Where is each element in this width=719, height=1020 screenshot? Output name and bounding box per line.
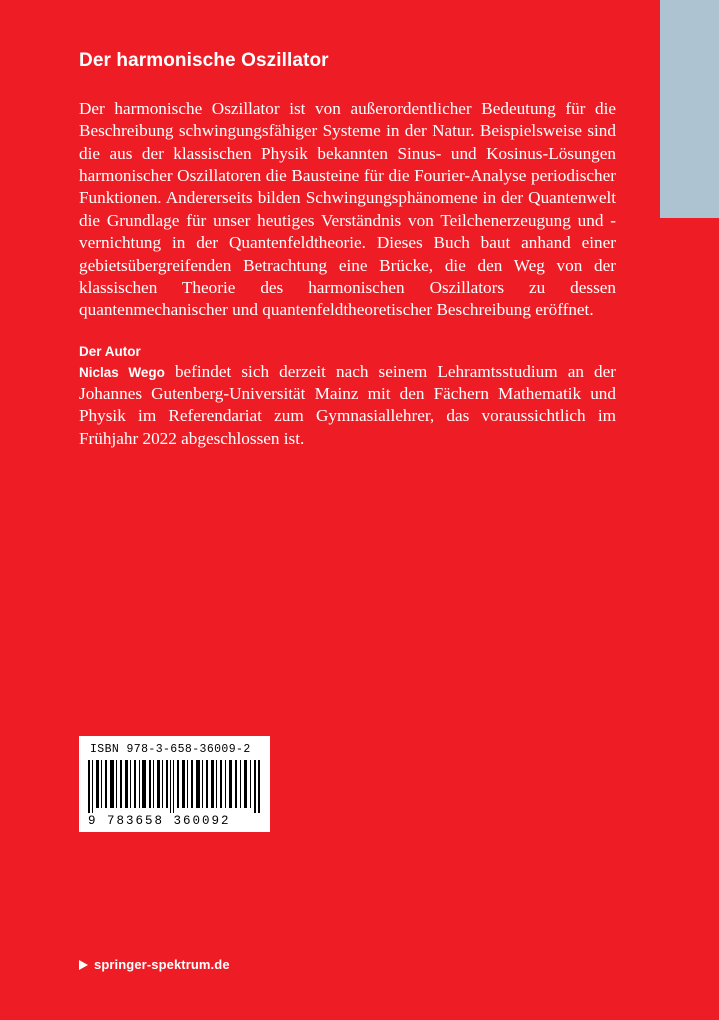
- author-bio-text: befindet sich derzeit nach seinem Lehramtsstudium an der Johannes Gutenberg-Universität Mainz mit den Fächern Mathematik und Physik im Referendariat zum Gymnasiallehrer, das voraussichtlich im Frühjahr 2022 abgeschlossen ist.: [79, 361, 616, 448]
- isbn-label: ISBN 978-3-658-36009-2: [90, 743, 251, 756]
- author-heading: Der Autor: [79, 343, 141, 359]
- cover-corner-block: [660, 0, 719, 218]
- author-bio: [79, 361, 616, 450]
- book-blurb: Der harmonische Oszillator ist von außerordentlicher Bedeutung für die Beschreibung schwingungsfähiger Systeme in der Natur. Beispielsweise sind die aus der klassischen Physik bekannten Sinus- und Kosinus-Lösungen harmonischer Oszillatoren die Bausteine für die Fourier-Analyse periodischer Funktionen. Andererseits bilden Schwingungsphänomene in der Quantenwelt die Grundlage für unser heutiges Verständnis von Teilchenerzeugung und -vernichtung in der Quantenfeldtheorie. Dieses Buch baut anhand einer gebietsübergreifenden Betrachtung eine Brücke, die den Weg von der klassischen Theorie des harmonischen Oszillators zu dessen quantenmechanischer und quantenfeldtheoretischer Beschreibung eröffnet.: [79, 99, 616, 320]
- isbn-barcode-block: [79, 736, 270, 832]
- barcode-digits: 9 783658 360092: [88, 814, 231, 828]
- author-name: Niclas Wego: [79, 364, 165, 380]
- publisher-logo: [79, 957, 230, 972]
- barcode-icon: [88, 760, 261, 813]
- publisher-name: springer-spektrum.de: [94, 957, 230, 972]
- page-title: Der harmonische Oszillator: [79, 50, 329, 71]
- cover-text-block: [79, 50, 616, 450]
- triangle-right-icon: [79, 960, 88, 970]
